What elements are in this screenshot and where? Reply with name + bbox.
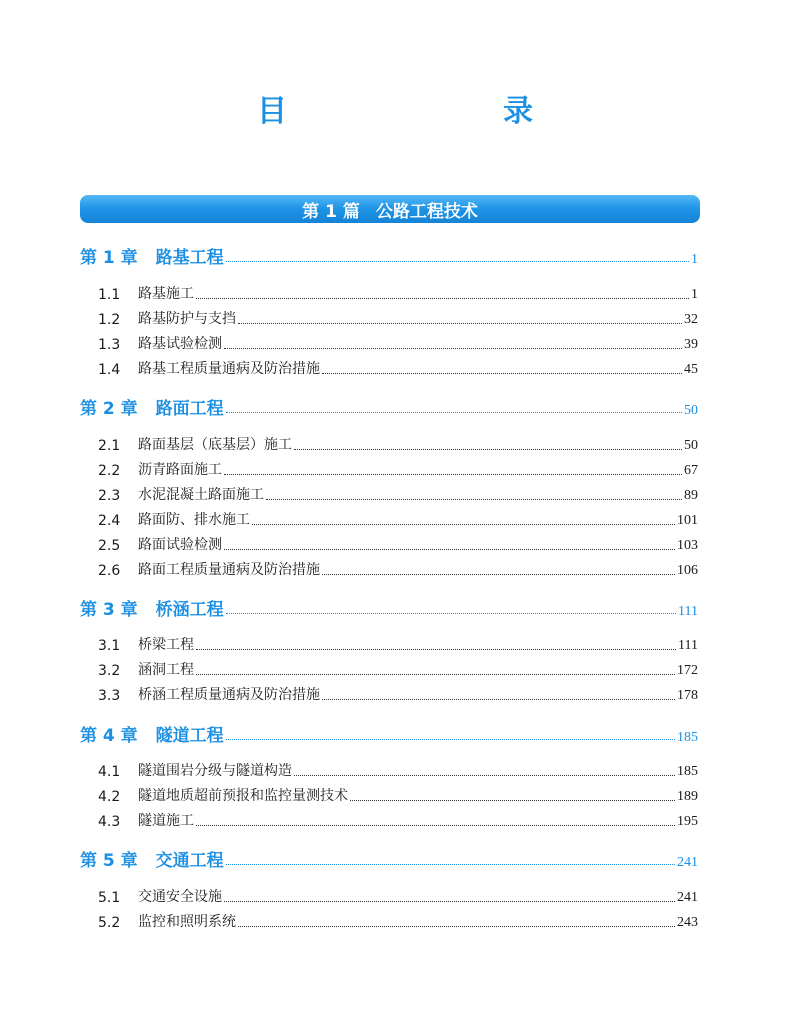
section-name: 路基施工 <box>138 286 194 302</box>
section-name: 水泥混凝土路面施工 <box>138 487 264 503</box>
section-2-6-entry[interactable] <box>98 559 698 579</box>
section-number: 3.2 <box>98 663 121 679</box>
leader-dots <box>226 739 675 740</box>
chapter-3-entry[interactable] <box>80 596 698 620</box>
chapter-name: 隧道工程 <box>155 726 224 746</box>
section-number: 2.2 <box>98 463 121 479</box>
section-name: 隧道施工 <box>138 813 194 829</box>
leader-dots <box>224 474 682 475</box>
part-banner <box>80 195 700 223</box>
leader-dots <box>294 775 675 776</box>
section-name: 涵洞工程 <box>138 662 194 678</box>
section-page: 106 <box>677 563 698 578</box>
chapter-4-entry[interactable] <box>80 722 698 746</box>
chapter-page: 185 <box>677 730 698 745</box>
section-name: 路基试验检测 <box>138 336 222 352</box>
section-page: 172 <box>677 663 698 678</box>
section-page: 178 <box>677 688 698 703</box>
section-number: 2.1 <box>98 438 121 454</box>
section-name: 沥青路面施工 <box>138 462 222 478</box>
leader-dots <box>224 549 675 550</box>
section-page: 50 <box>684 438 698 453</box>
section-page: 195 <box>677 814 698 829</box>
leader-dots <box>196 674 675 675</box>
section-1-1-entry[interactable] <box>98 283 698 303</box>
leader-dots <box>226 412 682 413</box>
section-name: 路基工程质量通病及防治措施 <box>138 361 320 377</box>
chapter-page: 1 <box>691 252 698 267</box>
section-3-2-entry[interactable] <box>98 659 698 679</box>
section-number: 2.6 <box>98 563 121 579</box>
section-name: 交通安全设施 <box>138 889 222 905</box>
section-name: 桥涵工程质量通病及防治措施 <box>138 687 320 703</box>
section-4-2-entry[interactable] <box>98 785 698 805</box>
leader-dots <box>238 926 675 927</box>
section-3-3-entry[interactable] <box>98 684 698 704</box>
section-4-1-entry[interactable] <box>98 760 698 780</box>
section-name: 路面试验检测 <box>138 537 222 553</box>
section-page: 241 <box>677 890 698 905</box>
chapter-name: 交通工程 <box>155 851 224 871</box>
section-name: 监控和照明系统 <box>138 914 236 930</box>
part-name: 公路工程技术 <box>375 201 478 222</box>
section-name: 路面防、排水施工 <box>138 512 250 528</box>
section-page: 89 <box>684 488 698 503</box>
leader-dots <box>226 613 676 614</box>
section-name: 路基防护与支挡 <box>138 311 236 327</box>
leader-dots <box>196 825 675 826</box>
chapter-name: 路面工程 <box>155 399 224 419</box>
chapter-2-entry[interactable] <box>80 395 698 419</box>
section-number: 4.2 <box>98 789 121 805</box>
section-1-4-entry[interactable] <box>98 358 698 378</box>
section-number: 1.4 <box>98 362 121 378</box>
section-number: 5.1 <box>98 890 121 906</box>
chapter-label: 第 2 章 <box>80 399 138 419</box>
leader-dots <box>224 901 675 902</box>
leader-dots <box>266 499 682 500</box>
section-name: 路面基层（底基层）施工 <box>138 437 292 453</box>
section-3-1-entry[interactable] <box>98 634 698 654</box>
section-number: 1.3 <box>98 337 121 353</box>
section-5-1-entry[interactable] <box>98 886 698 906</box>
section-page: 39 <box>684 337 698 352</box>
part-label: 第 1 篇 <box>302 201 360 222</box>
section-2-5-entry[interactable] <box>98 534 698 554</box>
section-number: 2.4 <box>98 513 121 529</box>
section-name: 隧道地质超前预报和监控量测技术 <box>138 788 348 804</box>
leader-dots <box>322 699 675 700</box>
section-name: 路面工程质量通病及防治措施 <box>138 562 320 578</box>
section-1-3-entry[interactable] <box>98 333 698 353</box>
section-number: 1.1 <box>98 287 121 303</box>
leader-dots <box>196 298 689 299</box>
section-page: 1 <box>691 287 698 302</box>
section-page: 189 <box>677 789 698 804</box>
section-number: 4.3 <box>98 814 121 830</box>
chapter-label: 第 5 章 <box>80 851 138 871</box>
chapter-page: 241 <box>677 855 698 870</box>
leader-dots <box>226 261 689 262</box>
leader-dots <box>252 524 675 525</box>
section-2-3-entry[interactable] <box>98 484 698 504</box>
chapter-page: 50 <box>684 403 698 418</box>
section-2-1-entry[interactable] <box>98 434 698 454</box>
section-1-2-entry[interactable] <box>98 308 698 328</box>
section-name: 隧道围岩分级与隧道构造 <box>138 763 292 779</box>
section-number: 1.2 <box>98 312 121 328</box>
section-page: 32 <box>684 312 698 327</box>
section-number: 2.3 <box>98 488 121 504</box>
leader-dots <box>350 800 675 801</box>
leader-dots <box>294 449 682 450</box>
chapter-name: 桥涵工程 <box>155 600 224 620</box>
section-page: 185 <box>677 764 698 779</box>
chapter-label: 第 3 章 <box>80 600 138 620</box>
leader-dots <box>226 864 675 865</box>
chapter-1-entry[interactable] <box>80 244 698 268</box>
leader-dots <box>322 373 682 374</box>
page-title: 目 录 <box>257 94 585 129</box>
chapter-name: 路基工程 <box>155 248 224 268</box>
section-name: 桥梁工程 <box>138 637 194 653</box>
section-number: 3.1 <box>98 638 121 654</box>
section-page: 101 <box>677 513 698 528</box>
section-number: 3.3 <box>98 688 121 704</box>
section-4-3-entry[interactable] <box>98 810 698 830</box>
chapter-5-entry[interactable] <box>80 847 698 871</box>
leader-dots <box>224 348 682 349</box>
section-page: 111 <box>678 638 698 653</box>
section-page: 243 <box>677 915 698 930</box>
chapter-label: 第 1 章 <box>80 248 138 268</box>
leader-dots <box>196 649 676 650</box>
chapter-page: 111 <box>678 604 698 619</box>
section-2-2-entry[interactable] <box>98 459 698 479</box>
section-page: 103 <box>677 538 698 553</box>
section-page: 45 <box>684 362 698 377</box>
section-number: 2.5 <box>98 538 121 554</box>
chapter-label: 第 4 章 <box>80 726 138 746</box>
section-number: 4.1 <box>98 764 121 780</box>
leader-dots <box>238 323 682 324</box>
section-2-4-entry[interactable] <box>98 509 698 529</box>
section-5-2-entry[interactable] <box>98 911 698 931</box>
section-number: 5.2 <box>98 915 121 931</box>
leader-dots <box>322 574 675 575</box>
section-page: 67 <box>684 463 698 478</box>
